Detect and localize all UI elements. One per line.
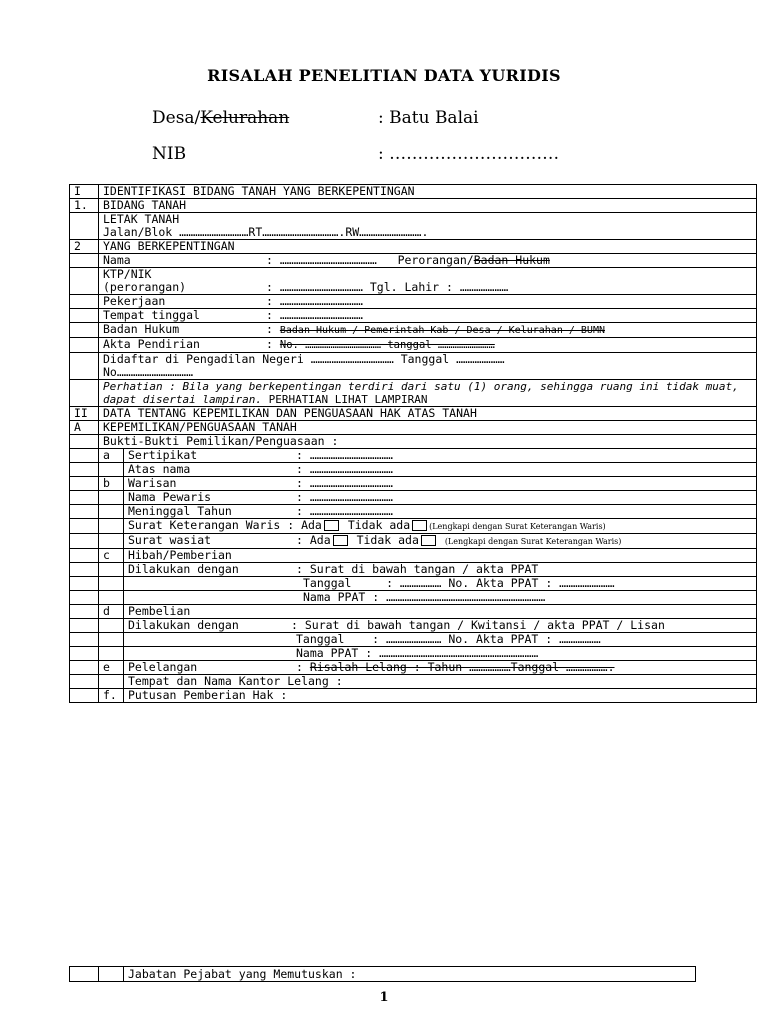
ktp-value: : ……………………………… Tgl. Lahir : ………………… <box>266 280 509 294</box>
table-row <box>70 254 757 268</box>
beli-tanggal-line: Tanggal : …………………… No. Akta PPAT : ……………… <box>296 632 601 646</box>
data-table <box>69 184 757 703</box>
hibah-dilakukan-value: : Surat di bawah tangan / akta PPAT <box>296 562 539 576</box>
skw-tidak-label: Tidak ada <box>347 518 411 532</box>
putusan-label: Putusan Pemberian Hak : <box>124 689 757 703</box>
hibah-ppat-line: Nama PPAT : …………………………………………………………… <box>303 590 546 604</box>
table-row <box>70 435 757 449</box>
skw-tidak-checkbox[interactable] <box>412 520 427 531</box>
table-row <box>70 199 757 213</box>
kantor-lelang-label: Tempat dan Nama Kantor Lelang : <box>124 675 757 689</box>
item-letter: b <box>99 477 124 491</box>
nama-pewaris-value: : ……………………………… <box>296 490 393 504</box>
pelelangan-value: Risalah Lelang : Tahun ………………Tanggal ………………. <box>309 660 615 674</box>
row-number: A <box>70 421 99 435</box>
table-row <box>70 213 757 240</box>
jalan-blok-line: Jalan/Blok …………………………RT…………………………….RW………………………. <box>103 225 429 239</box>
table-row <box>70 519 757 534</box>
section-heading: DATA TENTANG KEPEMILIKAN DAN PENGUASAAN HAK ATAS TANAH <box>99 407 757 421</box>
badan-hukum-strike: Badan Hukum <box>473 253 550 267</box>
table-row <box>70 689 757 703</box>
wasiat-tidak-checkbox[interactable] <box>421 535 436 546</box>
atas-nama-label: Atas nama <box>128 462 191 476</box>
sertipikat-label: Sertipikat <box>128 448 198 462</box>
table-row <box>70 675 757 689</box>
akta-pendirian-value: No. ……………………………… tanggal ……………………… <box>279 339 495 351</box>
table-row <box>70 421 757 435</box>
bukti-label: Bukti-Bukti Pemilikan/Penguasaan : <box>99 435 757 449</box>
section-heading: YANG BERKEPENTINGAN <box>99 240 757 254</box>
akta-colon: : <box>266 337 273 351</box>
badan-hukum-colon: : <box>266 322 273 336</box>
section-heading: KEPEMILIKAN/PENGUASAAN TANAH <box>99 421 757 435</box>
pekerjaan-label: Pekerjaan <box>103 294 166 308</box>
hibah-label: Hibah/Pemberian <box>124 549 757 563</box>
letak-tanah-cell <box>99 213 757 240</box>
meninggal-tahun-value: : ……………………………… <box>296 504 393 518</box>
table-row <box>70 491 757 505</box>
row-number: I <box>70 185 99 199</box>
surat-wasiat-label: Surat wasiat <box>128 533 212 547</box>
row-number: 2 <box>70 240 99 254</box>
nib-value: : ………………………… <box>378 144 560 164</box>
hibah-dilakukan-label: Dilakukan dengan <box>128 562 239 576</box>
table-row <box>70 563 757 577</box>
table-row <box>70 407 757 421</box>
desa-label: Desa/ <box>152 108 201 128</box>
jabatan-label: Jabatan Pejabat yang Memutuskan : <box>124 967 696 982</box>
hibah-tanggal-line: Tanggal : ……………… No. Akta PPAT : …………………… <box>303 576 615 590</box>
ktp-perorangan-label: (perorangan) <box>103 280 187 294</box>
warisan-label: Warisan <box>128 476 177 490</box>
lelang-colon: : <box>296 660 303 674</box>
table-row <box>70 967 696 982</box>
document-title: RISALAH PENELITIAN DATA YURIDIS <box>207 66 561 85</box>
footer-table <box>69 966 696 982</box>
skw-ada-checkbox[interactable] <box>324 520 339 531</box>
item-letter: c <box>99 549 124 563</box>
table-row <box>70 591 757 605</box>
table-row <box>70 353 757 380</box>
beli-dilakukan-value: : Surat di bawah tangan / Kwitansi / akta PPAT / Lisan <box>291 618 665 632</box>
table-row <box>70 463 757 477</box>
tempat-tinggal-label: Tempat tinggal <box>103 308 200 322</box>
akta-pendirian-label: Akta Pendirian <box>103 337 200 351</box>
pekerjaan-value: : ……………………………… <box>266 294 363 308</box>
badan-hukum-label: Badan Hukum <box>103 322 180 336</box>
skw-label: Surat Keterangan Waris : Ada <box>128 518 322 532</box>
table-row <box>70 268 757 295</box>
badan-hukum-value: Badan Hukum / Pemerintah Kab / Desa / Kelurahan / BUMN <box>279 325 605 336</box>
table-row <box>70 185 757 199</box>
nama-pewaris-label: Nama Pewaris <box>128 490 212 504</box>
warisan-value: : ……………………………… <box>296 476 393 490</box>
letak-tanah-label: LETAK TANAH <box>103 212 180 226</box>
table-row <box>70 577 757 591</box>
section-heading: IDENTIFIKASI BIDANG TANAH YANG BERKEPENTINGAN <box>99 185 757 199</box>
desa-value: : Batu Balai <box>378 108 479 128</box>
table-row <box>70 505 757 519</box>
didaftar-line: Didaftar di Pengadilan Negeri ……………………………… Tanggal ………………… <box>103 352 505 366</box>
table-row <box>70 477 757 491</box>
perhatian-note: Perhatian : Bila yang berkepentingan terdiri dari satu (1) orang, sehingga ruang ini tidak muat, dapat disertai lampiran. <box>103 380 739 406</box>
table-row <box>70 240 757 254</box>
item-letter: a <box>99 449 124 463</box>
table-row <box>70 647 757 661</box>
beli-ppat-line: Nama PPAT : …………………………………………………………… <box>296 646 539 660</box>
wasiat-ada-label: : Ada <box>296 533 331 547</box>
tempat-tinggal-value: : ……………………………… <box>266 308 363 322</box>
page-number: 1 <box>379 990 389 1005</box>
meninggal-tahun-label: Meninggal Tahun <box>128 504 232 518</box>
pelelangan-label: Pelelangan <box>128 660 198 674</box>
sertipikat-value: : ……………………………… <box>296 448 393 462</box>
table-row <box>70 633 757 647</box>
item-letter: d <box>99 605 124 619</box>
wasiat-ada-checkbox[interactable] <box>333 535 348 546</box>
pembelian-label: Pembelian <box>124 605 757 619</box>
table-row <box>70 549 757 563</box>
perhatian-lampiran: PERHATIAN LIHAT LAMPIRAN <box>261 393 428 406</box>
item-letter: f. <box>99 689 124 703</box>
ktp-label: KTP/NIK <box>103 267 152 281</box>
nama-label: Nama <box>103 253 131 267</box>
nib-label: NIB <box>152 144 187 164</box>
wasiat-tidak-label: Tidak ada <box>356 533 419 547</box>
table-row <box>70 309 757 323</box>
beli-dilakukan-label: Dilakukan dengan <box>128 618 239 632</box>
row-number: 1. <box>70 199 99 213</box>
table-row <box>70 619 757 633</box>
table-row <box>70 534 757 549</box>
table-row <box>70 323 757 338</box>
table-row <box>70 338 757 353</box>
section-heading: BIDANG TANAH <box>99 199 757 213</box>
row-number: II <box>70 407 99 421</box>
item-letter: e <box>99 661 124 675</box>
didaftar-no-line: No…………………………… <box>103 365 194 379</box>
table-row <box>70 380 757 407</box>
table-row <box>70 605 757 619</box>
atas-nama-value: : ……………………………… <box>296 462 393 476</box>
table-row <box>70 449 757 463</box>
skw-note: (Lengkapi dengan Surat Keterangan Waris) <box>429 522 606 531</box>
table-row <box>70 661 757 675</box>
wasiat-note: (Lengkapi dengan Surat Keterangan Waris) <box>444 537 622 546</box>
kelurahan-label: Kelurahan <box>200 108 290 128</box>
desa-label-group <box>152 108 289 128</box>
perorangan-label: Perorangan/ <box>397 253 474 267</box>
table-row <box>70 295 757 309</box>
nama-value: : …………………………………… <box>266 253 377 267</box>
